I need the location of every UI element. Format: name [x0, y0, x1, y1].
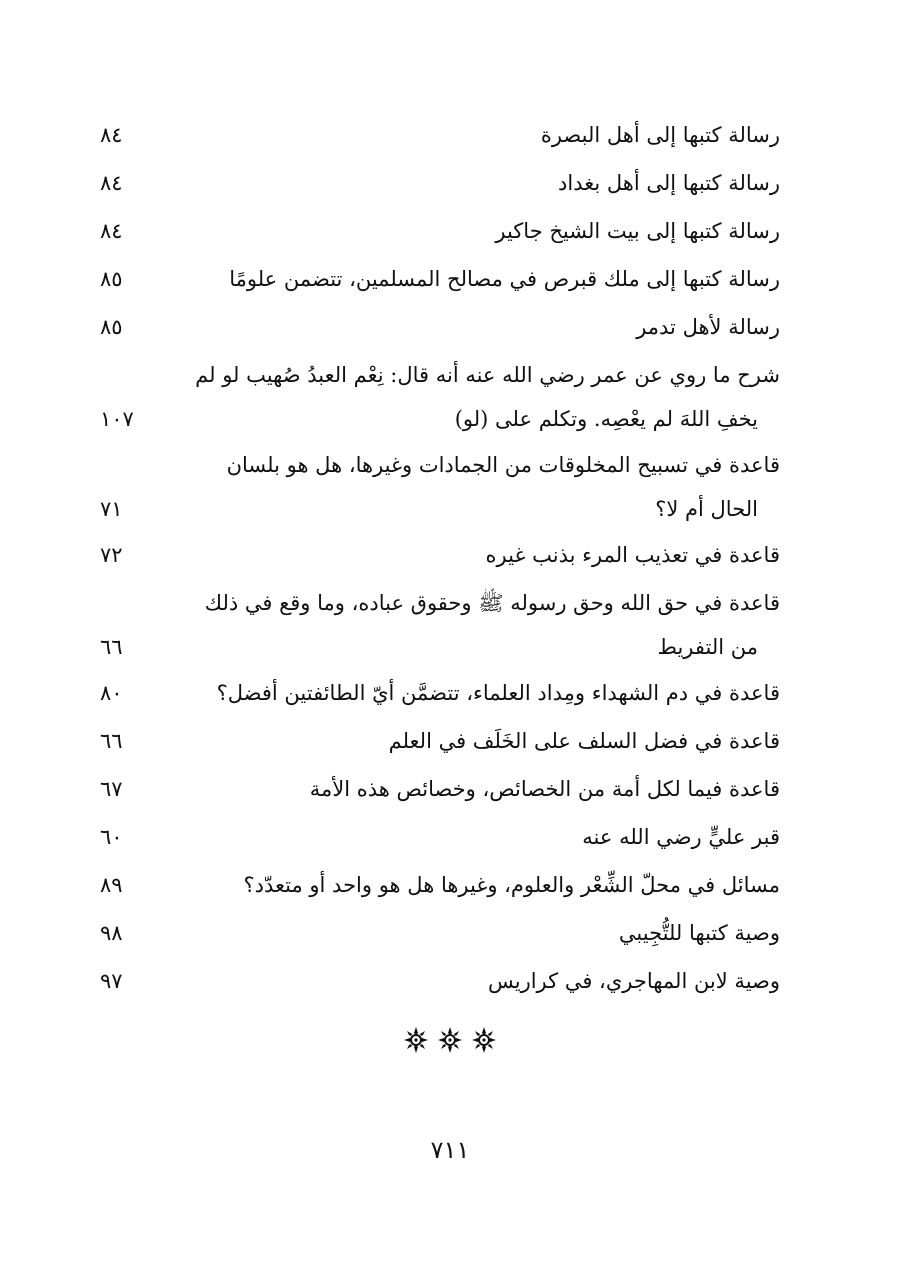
toc-entry-page: ٨٤	[100, 171, 123, 195]
toc-entry-page: ٧١	[100, 497, 123, 521]
toc-entry-title-line: قاعدة في حق الله وحق رسوله ﷺ وحقوق عباده، وما وقع في ذلك	[204, 591, 780, 615]
floral-ornament-icon	[471, 1026, 497, 1054]
toc-entry-page: ٩٧	[100, 969, 123, 993]
toc-entry-title-line: يخفِ اللهَ لم يعْصِه. وتكلم على (لو)	[454, 407, 758, 431]
toc-entry-title	[195, 352, 780, 398]
toc-entry-title: قاعدة في دم الشهداء ومِداد العلماء، تتضمَّن أيّ الطائفتين أفضل؟	[216, 681, 780, 705]
toc-entry-title-line: قاعدة في تسبيح المخلوقات من الجمادات وغيرها، هل هو بلسان	[226, 453, 780, 477]
toc-entry-title: رسالة لأهل تدمر	[636, 315, 780, 339]
toc-entry-title: قاعدة في تعذيب المرء بذنب غيره	[485, 543, 780, 567]
toc-entry-title-line: من التفريط	[657, 635, 758, 659]
toc-entry-page: ٦٧	[100, 777, 123, 801]
toc-entry-title: رسالة كتبها إلى ملك قبرص في مصالح المسلمين، تتضمن علومًا	[229, 267, 780, 291]
toc-entry-title: وصية كتبها للتُّجِيبي	[618, 921, 780, 945]
toc-entry-page: ٦٦	[100, 729, 123, 753]
toc-entry-title: رسالة كتبها إلى أهل بغداد	[558, 171, 780, 195]
toc-entry-title	[205, 580, 780, 626]
toc-entry-page: ٨٠	[100, 681, 123, 705]
toc-entry-page: ٨٤	[100, 219, 123, 243]
toc-entry-title: وصية لابن المهاجري، في كراريس	[487, 969, 780, 993]
page-number: ٧١١	[430, 1136, 470, 1164]
toc-entry-page: ٦٦	[100, 635, 123, 659]
toc-entry-page: ٨٥	[100, 315, 123, 339]
toc-entry-page: ٩٨	[100, 921, 123, 945]
floral-ornament-icon	[437, 1026, 463, 1054]
toc-entry-title-continuation	[658, 624, 780, 670]
toc-entry-title	[227, 442, 780, 488]
toc-entry-page: ٨٤	[100, 123, 123, 147]
toc-entry-page: ٦٠	[100, 825, 123, 849]
toc-entry-title-continuation	[655, 486, 780, 532]
toc-entry-title: رسالة كتبها إلى بيت الشيخ جاكير	[495, 219, 780, 243]
toc-entry-page: ٧٢	[100, 543, 123, 567]
toc-entry-title: رسالة كتبها إلى أهل البصرة	[540, 123, 780, 147]
toc-entry-page: ٨٥	[100, 267, 123, 291]
toc-entry-title: مسائل في محلّ الشِّعْر والعلوم، وغيرها هل هو واحد أو متعدّد؟	[243, 873, 780, 897]
toc-entry-title-line: الحال أم لا؟	[655, 497, 758, 521]
toc-entry-page: ٨٩	[100, 873, 123, 897]
floral-ornament-icon	[403, 1026, 429, 1054]
toc-entry-title-continuation	[455, 396, 780, 442]
toc-entry-page: ١٠٧	[100, 407, 134, 431]
toc-entry-title-line: شرح ما روي عن عمر رضي الله عنه أنه قال: نِعْم العبدُ صُهيب لو لم	[195, 363, 780, 387]
section-end-ornaments	[403, 1026, 497, 1056]
toc-entry-title: قبر عليٍّ رضي الله عنه	[582, 825, 780, 849]
toc-entry-title: قاعدة فيما لكل أمة من الخصائص، وخصائص هذه الأمة	[309, 777, 780, 801]
toc-entry-title: قاعدة في فضل السلف على الخَلَف في العلم	[388, 729, 780, 753]
